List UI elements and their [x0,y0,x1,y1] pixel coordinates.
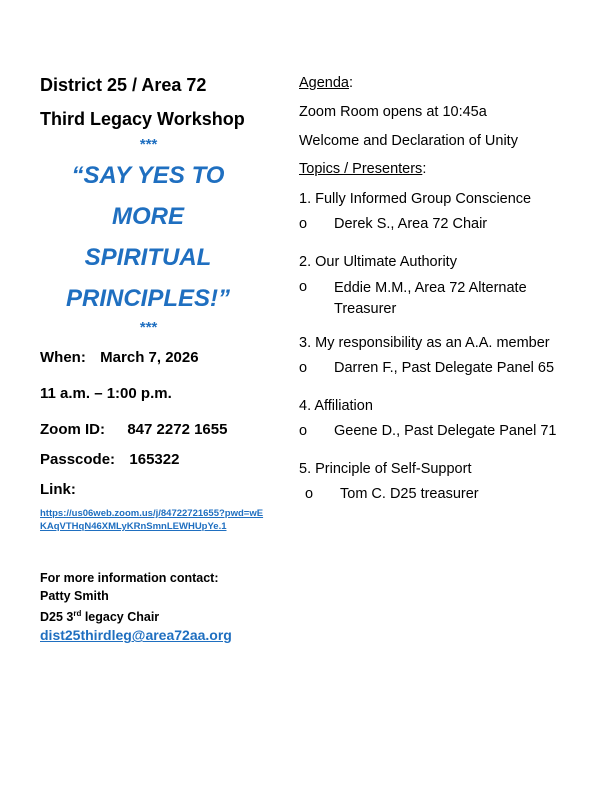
time-line: 11 a.m. – 1:00 p.m. [40,385,172,402]
passcode-value: 165322 [129,451,180,468]
topic-5 [299,460,599,503]
passcode-line [40,450,290,469]
workshop-title: Third Legacy Workshop [40,109,245,129]
slogan [40,155,256,319]
stars-top: *** [139,136,157,153]
welcome-line: Welcome and Declaration of Unity [299,133,518,149]
contact-role-pre: D25 3 [40,610,74,625]
topic-title: 5. Principle of Self-Support [299,461,472,477]
presenter-name: Eddie M.M., Area 72 Alternate Treasurer [334,280,527,317]
topics-colon: : [422,161,427,177]
slogan-line-3: SPIRITUAL [84,244,212,271]
presenter-item [299,215,599,233]
contact-role [40,605,290,626]
agenda-colon: : [349,75,354,91]
link-label: Link: [40,481,76,498]
presenter-name: Darren F., Past Delegate Panel 65 [334,360,555,376]
topic-title: 1. Fully Informed Group Conscience [299,191,532,207]
zoom-id-value: 847 2272 1655 [127,421,228,438]
topics-heading [299,160,599,178]
agenda-column [299,74,599,503]
topic-title: 2. Our Ultimate Authority [299,254,457,270]
contact-role-sup: rd [73,609,82,618]
topic-2 [299,253,599,320]
bullet-icon: o [299,360,308,376]
left-column [40,74,290,644]
slogan-line-2: MORE [112,203,184,230]
contact-heading: For more information contact: [40,571,219,585]
topic-title: 4. Affiliation [299,398,373,414]
contact-role-post: legacy Chair [81,610,160,625]
bullet-icon: o [305,486,314,502]
contact-block [40,569,290,644]
presenter-item [299,359,599,377]
contact-name: Patty Smith [40,589,109,603]
topic-3 [299,334,599,377]
zoom-id-line [40,420,290,439]
slogan-line-4: PRINCIPLES!” [65,285,230,312]
presenter-name: Derek S., Area 72 Chair [334,216,488,232]
agenda-label: Agenda [299,75,349,91]
presenter-item [299,485,599,503]
when-value: March 7, 2026 [100,349,199,366]
stars-bottom: *** [139,319,157,336]
slogan-line-1: “SAY YES TO [71,162,225,189]
when-line [40,348,290,367]
bullet-icon: o [299,423,308,439]
presenter-item [299,422,599,440]
bullet-icon: o [299,279,308,295]
topic-1 [299,190,599,233]
presenter-name: Tom C. D25 treasurer [340,486,479,502]
presenter-name: Geene D., Past Delegate Panel 71 [334,423,557,439]
agenda-heading [299,74,599,92]
zoom-open-line: Zoom Room opens at 10:45a [299,104,487,120]
when-label: When: [40,349,86,366]
topics-label: Topics / Presenters [299,161,423,177]
bullet-icon: o [299,216,308,232]
district-title: District 25 / Area 72 [40,75,207,95]
passcode-label: Passcode: [40,451,116,468]
topic-4 [299,397,599,440]
topic-title: 3. My responsibility as an A.A. member [299,335,550,351]
zoom-link[interactable]: https://us06web.zoom.us/j/84722721655?pwd=wEKAqVTHqN46XMLyKRnSmnLEWHUpYe.1 [40,508,264,532]
zoom-id-label: Zoom ID: [40,421,105,438]
contact-email-link[interactable]: dist25thirdleg@area72aa.org [40,627,232,644]
presenter-item [299,278,587,320]
